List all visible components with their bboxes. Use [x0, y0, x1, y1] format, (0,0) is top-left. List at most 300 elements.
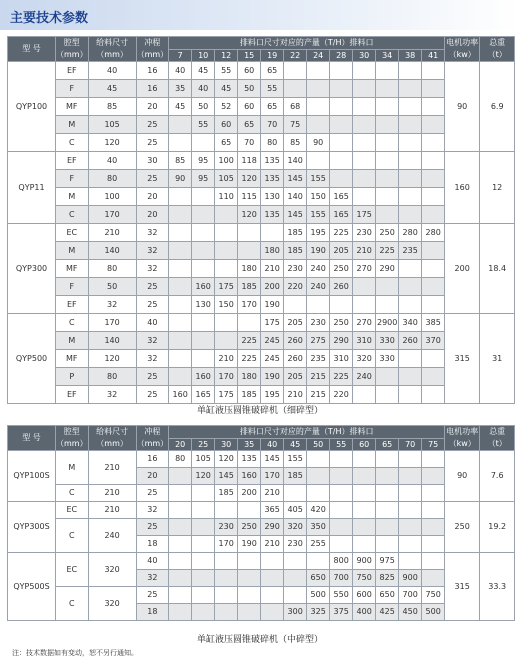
output-cell: 65: [261, 98, 284, 116]
output-cell: [422, 485, 445, 502]
col-header-feed-line-1: 给料尺寸: [96, 427, 129, 436]
output-cell: 225: [238, 350, 261, 368]
output-cell: 45: [215, 80, 238, 98]
output-cell: [422, 152, 445, 170]
output-cell: 150: [215, 296, 238, 314]
output-cell: [215, 242, 238, 260]
output-cell: [192, 485, 215, 502]
output-cell: 900: [353, 553, 376, 570]
output-cell: 750: [353, 570, 376, 587]
table-row: [8, 332, 515, 350]
stroke-cell: 20: [136, 206, 169, 224]
stroke-cell: 20: [136, 98, 169, 116]
output-cell: [422, 468, 445, 485]
stroke-cell: 25: [136, 368, 169, 386]
output-cell: [422, 98, 445, 116]
output-cell: [169, 350, 192, 368]
output-cell: 330: [376, 332, 399, 350]
stroke-cell: 40: [136, 553, 169, 570]
output-cell: 190: [261, 296, 284, 314]
output-cell: [376, 188, 399, 206]
output-cell: [307, 62, 330, 80]
output-cell: 185: [238, 386, 261, 404]
output-cell: 180: [238, 368, 261, 386]
output-cell: [422, 519, 445, 536]
power-cell: 160: [445, 152, 480, 224]
feed-size-cell: 320: [88, 553, 136, 587]
output-cell: 160: [169, 386, 192, 404]
output-cell: [353, 98, 376, 116]
col-header-outlet: 35: [238, 439, 261, 451]
power-cell: 200: [445, 224, 480, 314]
output-cell: [169, 519, 192, 536]
output-cell: [399, 296, 422, 314]
output-cell: 420: [307, 502, 330, 519]
output-cell: 118: [238, 152, 261, 170]
col-header-outlet: 28: [330, 50, 353, 62]
output-cell: 65: [215, 134, 238, 152]
output-cell: 50: [238, 80, 261, 98]
output-cell: [307, 451, 330, 468]
output-cell: [192, 224, 215, 242]
output-cell: [376, 98, 399, 116]
feed-size-cell: 170: [88, 314, 136, 332]
cavity-cell: F: [56, 80, 89, 98]
output-cell: [169, 134, 192, 152]
spec-table-medium: [7, 425, 515, 621]
output-cell: 650: [376, 587, 399, 604]
table-row: [8, 80, 515, 98]
output-cell: [169, 314, 192, 332]
output-cell: 80: [261, 134, 284, 152]
output-cell: 60: [215, 116, 238, 134]
output-cell: 225: [238, 332, 261, 350]
output-cell: [215, 332, 238, 350]
output-cell: 90: [169, 170, 192, 188]
output-cell: [399, 451, 422, 468]
output-cell: [330, 468, 353, 485]
col-header-cavity: [56, 37, 89, 62]
output-cell: [215, 206, 238, 224]
output-cell: 210: [284, 386, 307, 404]
output-cell: [192, 350, 215, 368]
col-header-stroke-line-1: 冲程: [144, 427, 161, 436]
output-cell: [399, 386, 422, 404]
output-cell: [169, 587, 192, 604]
output-cell: [192, 134, 215, 152]
output-cell: [422, 278, 445, 296]
output-cell: [238, 553, 261, 570]
col-header-cavity: [56, 426, 89, 451]
output-cell: [307, 116, 330, 134]
table-caption-medium: 单缸液压圆锥破碎机（中碎型）: [196, 635, 323, 645]
output-cell: 230: [284, 536, 307, 553]
output-cell: [192, 260, 215, 278]
output-cell: [215, 314, 238, 332]
output-cell: [399, 134, 422, 152]
output-cell: [169, 332, 192, 350]
output-cell: 105: [192, 451, 215, 468]
output-cell: 320: [284, 519, 307, 536]
output-cell: [376, 170, 399, 188]
cavity-cell: C: [56, 314, 89, 332]
output-cell: 60: [238, 62, 261, 80]
output-cell: [376, 278, 399, 296]
output-cell: 120: [238, 170, 261, 188]
output-cell: 250: [238, 519, 261, 536]
feed-size-cell: 80: [88, 260, 136, 278]
power-cell: 315: [445, 314, 480, 404]
cavity-cell: EF: [56, 386, 89, 404]
output-cell: 95: [192, 170, 215, 188]
output-cell: [238, 570, 261, 587]
output-cell: 85: [284, 134, 307, 152]
output-cell: [399, 350, 422, 368]
output-cell: [192, 570, 215, 587]
col-header-power-line-2: （kw）: [448, 50, 476, 59]
output-cell: [422, 260, 445, 278]
output-cell: 130: [261, 188, 284, 206]
feed-size-cell: 120: [88, 134, 136, 152]
col-header-outlet: 30: [353, 50, 376, 62]
table-row: [8, 116, 515, 134]
stroke-cell: 25: [136, 587, 169, 604]
output-cell: [376, 386, 399, 404]
output-cell: [399, 519, 422, 536]
output-cell: 120: [192, 468, 215, 485]
output-cell: 135: [238, 451, 261, 468]
output-cell: 65: [261, 62, 284, 80]
output-cell: 70: [238, 134, 261, 152]
feed-size-cell: 85: [88, 98, 136, 116]
output-cell: 260: [284, 350, 307, 368]
output-cell: 385: [422, 314, 445, 332]
output-cell: 280: [422, 224, 445, 242]
col-header-power-line-2: （kw）: [448, 439, 476, 448]
output-cell: 210: [353, 242, 376, 260]
output-cell: 255: [307, 536, 330, 553]
output-cell: 175: [215, 278, 238, 296]
output-cell: 190: [261, 368, 284, 386]
output-cell: [169, 242, 192, 260]
output-cell: 220: [284, 278, 307, 296]
cavity-cell: M: [56, 116, 89, 134]
feed-size-cell: 32: [88, 296, 136, 314]
col-header-stroke: [136, 426, 169, 451]
table-row: [8, 519, 515, 536]
cavity-cell: EC: [56, 224, 89, 242]
output-cell: 290: [376, 260, 399, 278]
output-cell: 310: [330, 350, 353, 368]
output-cell: 215: [307, 386, 330, 404]
output-cell: 300: [284, 604, 307, 621]
output-cell: [330, 62, 353, 80]
output-cell: 155: [307, 170, 330, 188]
stroke-cell: 25: [136, 170, 169, 188]
feed-size-cell: 100: [88, 188, 136, 206]
output-cell: [376, 62, 399, 80]
cavity-cell: MF: [56, 350, 89, 368]
feed-size-cell: 210: [88, 224, 136, 242]
output-cell: 170: [238, 296, 261, 314]
output-cell: [284, 553, 307, 570]
output-cell: 210: [261, 260, 284, 278]
col-header-stroke-line-2: （mm）: [136, 50, 169, 59]
output-cell: 260: [330, 278, 353, 296]
output-cell: 145: [215, 468, 238, 485]
output-cell: [169, 502, 192, 519]
output-cell: [330, 152, 353, 170]
output-cell: [192, 553, 215, 570]
output-cell: 500: [422, 604, 445, 621]
stroke-cell: 32: [136, 350, 169, 368]
col-header-outlet: 38: [399, 50, 422, 62]
stroke-cell: 20: [136, 188, 169, 206]
col-header-power: [445, 37, 480, 62]
stroke-cell: 40: [136, 314, 169, 332]
col-header-power: [445, 426, 480, 451]
output-cell: 225: [330, 224, 353, 242]
output-cell: 135: [261, 206, 284, 224]
output-cell: [353, 485, 376, 502]
cavity-cell: M: [56, 451, 89, 485]
page-title: 主要技术参数: [10, 11, 89, 26]
feed-size-cell: 210: [88, 485, 136, 502]
model-cell: QYP300: [8, 224, 56, 314]
feed-size-cell: 40: [88, 62, 136, 80]
output-cell: [238, 604, 261, 621]
output-cell: [399, 98, 422, 116]
output-cell: [376, 206, 399, 224]
output-cell: [192, 519, 215, 536]
output-cell: 365: [261, 502, 284, 519]
col-header-outlet: 60: [353, 439, 376, 451]
output-cell: [238, 314, 261, 332]
stroke-cell: 16: [136, 451, 169, 468]
output-cell: 52: [215, 98, 238, 116]
stroke-cell: 25: [136, 134, 169, 152]
output-cell: [307, 553, 330, 570]
output-cell: [353, 134, 376, 152]
stroke-cell: 25: [136, 485, 169, 502]
output-cell: [376, 152, 399, 170]
feed-size-cell: 140: [88, 242, 136, 260]
feed-size-cell: 170: [88, 206, 136, 224]
output-cell: [192, 536, 215, 553]
output-cell: 235: [399, 242, 422, 260]
cavity-cell: C: [56, 519, 89, 553]
output-cell: 135: [261, 170, 284, 188]
stroke-cell: 30: [136, 152, 169, 170]
feed-size-cell: 120: [88, 350, 136, 368]
stroke-cell: 32: [136, 332, 169, 350]
output-cell: 80: [169, 451, 192, 468]
output-cell: [261, 553, 284, 570]
footnote: 注：技术数据如有变动，恕不另行通知。: [12, 649, 138, 657]
output-cell: [353, 536, 376, 553]
output-cell: 75: [284, 116, 307, 134]
output-cell: 140: [284, 152, 307, 170]
stroke-cell: 25: [136, 296, 169, 314]
output-cell: 185: [284, 224, 307, 242]
col-header-cavity-line-2: （mm）: [56, 439, 88, 448]
output-cell: [192, 242, 215, 260]
output-cell: 195: [261, 386, 284, 404]
weight-cell: 18.4: [480, 224, 515, 314]
output-cell: [261, 604, 284, 621]
model-cell: QYP300S: [8, 502, 56, 553]
output-cell: [215, 260, 238, 278]
feed-size-cell: 210: [88, 451, 136, 485]
col-header-outlet: 19: [261, 50, 284, 62]
spec-table-fine: [7, 36, 515, 404]
col-header-power-line-1: 电机功率: [446, 427, 479, 436]
output-cell: 260: [284, 332, 307, 350]
table-row: [8, 350, 515, 368]
output-cell: 500: [307, 587, 330, 604]
table-row: [8, 502, 515, 519]
model-cell: QYP100S: [8, 451, 56, 502]
output-cell: [330, 98, 353, 116]
col-header-power-line-1: 电机功率: [446, 38, 479, 47]
stroke-cell: 18: [136, 604, 169, 621]
output-cell: 700: [399, 587, 422, 604]
col-header-outlet: 41: [422, 50, 445, 62]
output-cell: [422, 206, 445, 224]
output-cell: [238, 587, 261, 604]
output-cell: [422, 553, 445, 570]
cavity-cell: C: [56, 134, 89, 152]
output-cell: [422, 80, 445, 98]
output-cell: 600: [353, 587, 376, 604]
output-cell: [399, 502, 422, 519]
output-cell: [192, 314, 215, 332]
col-header-outlet: 40: [261, 439, 284, 451]
model-cell: QYP500S: [8, 553, 56, 621]
output-cell: 160: [192, 368, 215, 386]
table-row: [8, 553, 515, 570]
weight-cell: 7.6: [480, 451, 515, 502]
output-cell: 240: [307, 260, 330, 278]
feed-size-cell: 50: [88, 278, 136, 296]
table-row: [8, 188, 515, 206]
cavity-cell: C: [56, 485, 89, 502]
output-cell: [422, 296, 445, 314]
power-cell: 90: [445, 62, 480, 152]
output-cell: [169, 116, 192, 134]
output-cell: 40: [169, 62, 192, 80]
output-cell: [307, 485, 330, 502]
output-cell: 235: [307, 350, 330, 368]
output-cell: 170: [215, 368, 238, 386]
output-cell: [215, 502, 238, 519]
output-cell: 145: [261, 451, 284, 468]
col-header-weight: [480, 37, 515, 62]
output-cell: 900: [399, 570, 422, 587]
col-header-stroke-line-1: 冲程: [144, 38, 161, 47]
output-cell: 205: [330, 242, 353, 260]
output-cell: 330: [376, 350, 399, 368]
output-cell: 145: [284, 170, 307, 188]
output-cell: [284, 296, 307, 314]
output-cell: 180: [238, 260, 261, 278]
output-cell: [284, 587, 307, 604]
col-header-weight: [480, 426, 515, 451]
output-cell: [376, 451, 399, 468]
output-cell: [238, 242, 261, 260]
output-cell: 65: [238, 116, 261, 134]
output-cell: 140: [284, 188, 307, 206]
output-cell: 750: [422, 587, 445, 604]
output-cell: [169, 485, 192, 502]
col-header-outlet: 24: [307, 50, 330, 62]
output-cell: [169, 368, 192, 386]
output-cell: [330, 296, 353, 314]
output-cell: [376, 80, 399, 98]
output-cell: [376, 485, 399, 502]
cavity-cell: EF: [56, 62, 89, 80]
stroke-cell: 25: [136, 278, 169, 296]
output-cell: 220: [330, 386, 353, 404]
model-cell: QYP500: [8, 314, 56, 404]
output-cell: 110: [215, 188, 238, 206]
output-cell: 280: [399, 224, 422, 242]
output-cell: 120: [215, 451, 238, 468]
feed-size-cell: 80: [88, 170, 136, 188]
table-row: [8, 587, 515, 604]
power-cell: 90: [445, 451, 480, 502]
col-header-outlet: 55: [330, 439, 353, 451]
output-cell: [215, 553, 238, 570]
output-cell: 175: [261, 314, 284, 332]
output-cell: 200: [261, 278, 284, 296]
output-cell: 325: [307, 604, 330, 621]
output-cell: [215, 587, 238, 604]
output-cell: [330, 170, 353, 188]
output-cell: [399, 116, 422, 134]
output-cell: [399, 553, 422, 570]
output-cell: [307, 80, 330, 98]
col-header-outlet: 75: [422, 439, 445, 451]
output-cell: [353, 170, 376, 188]
col-header-stroke-line-2: （mm）: [136, 439, 169, 448]
cavity-cell: MF: [56, 260, 89, 278]
stroke-cell: 32: [136, 502, 169, 519]
output-cell: [330, 536, 353, 553]
col-header-weight-line-2: （t）: [487, 50, 507, 59]
output-cell: [261, 570, 284, 587]
table-row: [8, 242, 515, 260]
output-cell: 60: [238, 98, 261, 116]
output-cell: [376, 116, 399, 134]
output-cell: 165: [192, 386, 215, 404]
output-cell: 190: [307, 242, 330, 260]
output-cell: [215, 570, 238, 587]
output-cell: [192, 332, 215, 350]
output-cell: [330, 502, 353, 519]
output-cell: [399, 468, 422, 485]
output-cell: [353, 451, 376, 468]
output-cell: [169, 260, 192, 278]
output-cell: [422, 502, 445, 519]
output-cell: 2900: [376, 314, 399, 332]
output-cell: [399, 188, 422, 206]
output-cell: 55: [192, 116, 215, 134]
stroke-cell: 16: [136, 62, 169, 80]
table-row: [8, 152, 515, 170]
col-header-weight-line-2: （t）: [487, 439, 507, 448]
output-cell: 270: [353, 314, 376, 332]
